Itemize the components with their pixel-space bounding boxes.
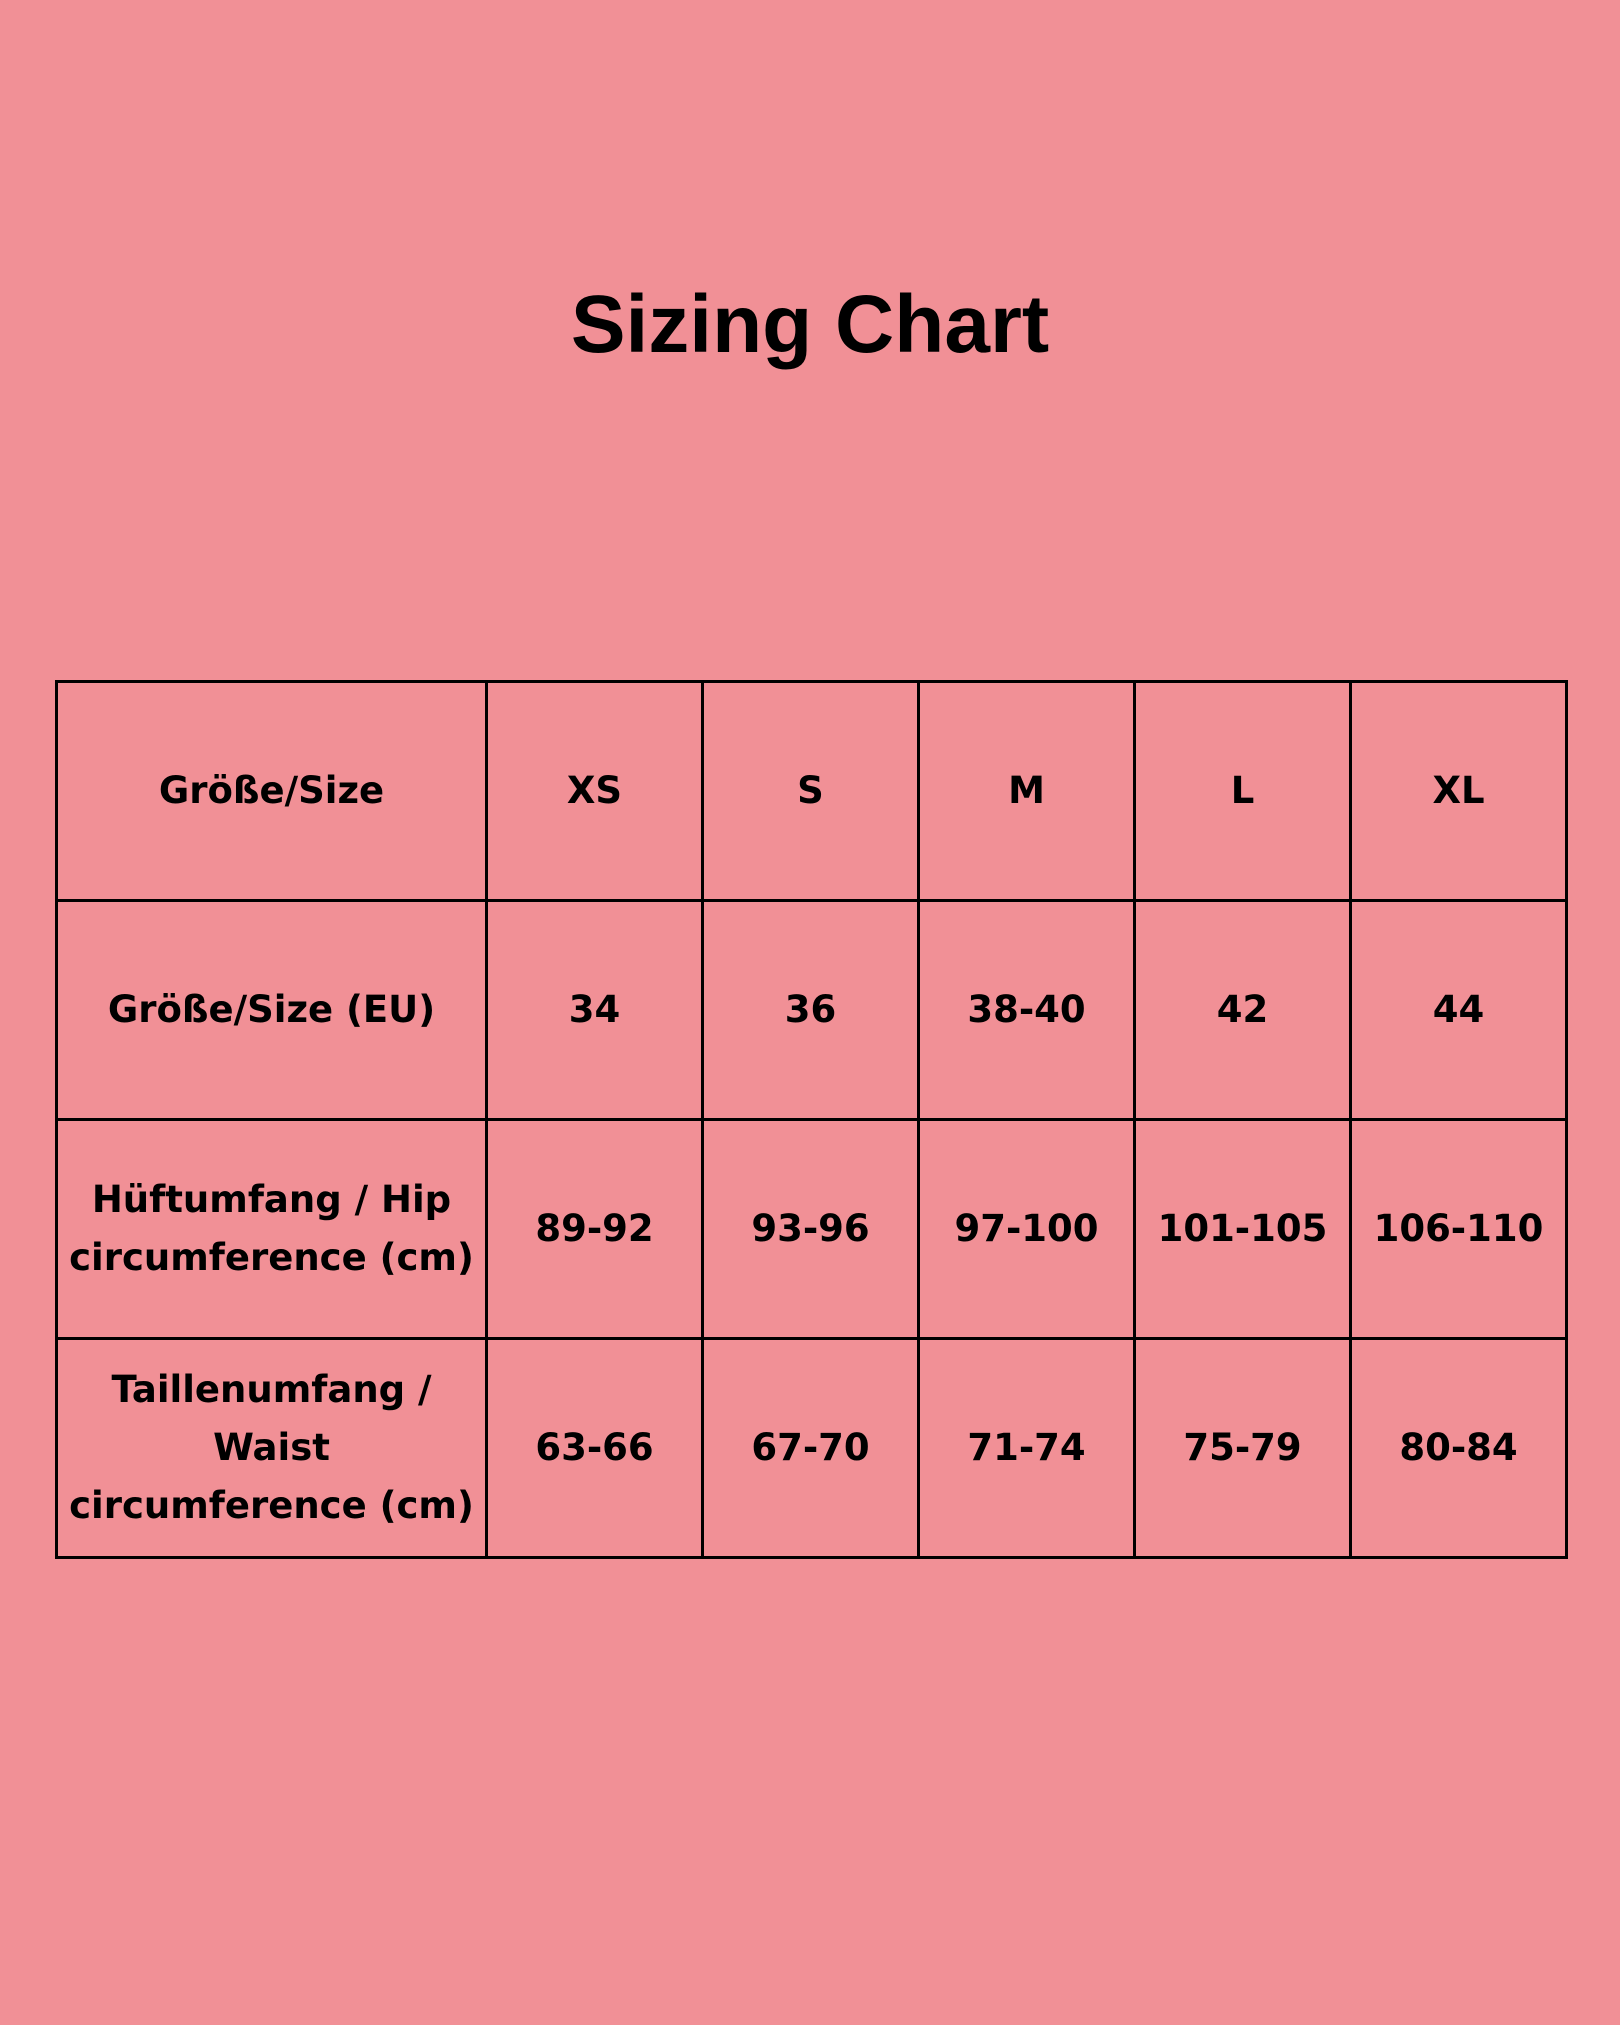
table-cell bbox=[1351, 1120, 1567, 1339]
row-header bbox=[57, 901, 487, 1120]
row-header-label: Größe/Size bbox=[158, 769, 385, 812]
cell-value: S bbox=[797, 769, 824, 812]
cell-value: 80-84 bbox=[1399, 1426, 1518, 1469]
cell-value: 89-92 bbox=[535, 1207, 654, 1250]
table-cell bbox=[919, 1120, 1135, 1339]
cell-value: 101-105 bbox=[1157, 1207, 1328, 1250]
table-cell bbox=[1351, 1339, 1567, 1558]
table-cell bbox=[919, 901, 1135, 1120]
cell-value: 106-110 bbox=[1373, 1207, 1544, 1250]
cell-value: 34 bbox=[568, 988, 621, 1031]
table-row-size bbox=[57, 682, 1567, 901]
cell-value: 44 bbox=[1432, 988, 1485, 1031]
cell-value: M bbox=[1008, 769, 1045, 812]
table-cell bbox=[703, 1120, 919, 1339]
table-cell bbox=[703, 901, 919, 1120]
table-cell bbox=[919, 682, 1135, 901]
row-header-label: Hüftumfang / Hip circumference (cm) bbox=[69, 1178, 474, 1279]
cell-value: 63-66 bbox=[535, 1426, 654, 1469]
table-cell bbox=[487, 682, 703, 901]
cell-value: XL bbox=[1432, 769, 1485, 812]
table-cell bbox=[1351, 901, 1567, 1120]
table-cell bbox=[919, 1339, 1135, 1558]
table-cell bbox=[703, 682, 919, 901]
cell-value: 97-100 bbox=[954, 1207, 1099, 1250]
cell-value: 75-79 bbox=[1183, 1426, 1302, 1469]
table-cell bbox=[1135, 901, 1351, 1120]
cell-value: 67-70 bbox=[751, 1426, 870, 1469]
table-cell bbox=[487, 1339, 703, 1558]
row-header-label: Taillenumfang / Waist circumference (cm) bbox=[69, 1368, 474, 1527]
page-title: Sizing Chart bbox=[570, 279, 1050, 370]
table-row-waist bbox=[57, 1339, 1567, 1558]
row-header bbox=[57, 1120, 487, 1339]
cell-value: L bbox=[1230, 769, 1255, 812]
sizing-table bbox=[55, 680, 1568, 1559]
cell-value: 36 bbox=[784, 988, 837, 1031]
table-cell bbox=[1351, 682, 1567, 901]
cell-value: XS bbox=[566, 769, 623, 812]
table-cell bbox=[1135, 682, 1351, 901]
cell-value: 71-74 bbox=[967, 1426, 1086, 1469]
table-row-size-eu bbox=[57, 901, 1567, 1120]
table-cell bbox=[487, 1120, 703, 1339]
row-header bbox=[57, 1339, 487, 1558]
table-cell bbox=[703, 1339, 919, 1558]
cell-value: 38-40 bbox=[967, 988, 1086, 1031]
table-cell bbox=[1135, 1120, 1351, 1339]
cell-value: 93-96 bbox=[751, 1207, 870, 1250]
table-row-hip bbox=[57, 1120, 1567, 1339]
row-header bbox=[57, 682, 487, 901]
row-header-label: Größe/Size (EU) bbox=[107, 988, 436, 1031]
cell-value: 42 bbox=[1216, 988, 1269, 1031]
table-cell bbox=[1135, 1339, 1351, 1558]
table-cell bbox=[487, 901, 703, 1120]
